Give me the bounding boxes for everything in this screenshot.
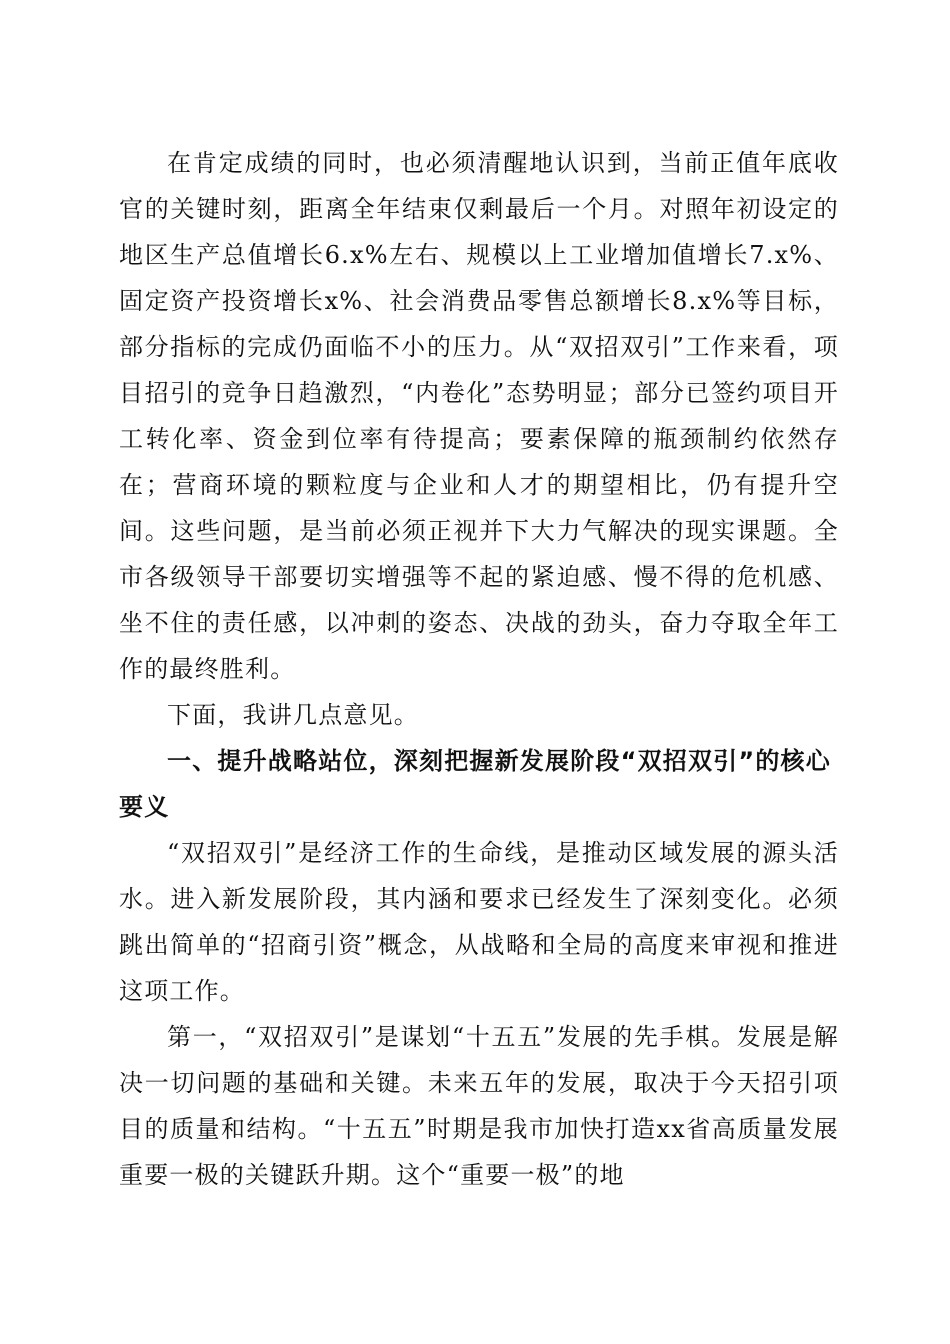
document-body [119,140,839,1198]
paragraph-opinions-intro: 下面，我讲几点意见。 [167,701,419,729]
section-heading-1: 一、提升战略站位，深刻把握新发展阶段“双招双引”的核心要义 [119,747,831,821]
paragraph-first-point: 第一，“双招双引”是谋划“十五五”发展的先手棋。发展是解决一切问题的基础和关键。未来五年的发展，取决于今天招引项目的质量和结构。“十五五”时期是我市加快打造xx省高质量发展重要一极的关键跃升期。这个“重要一极”的地 [119,1023,839,1189]
paragraph-lifeline: “双招双引”是经济工作的生命线，是推动区域发展的源头活水。进入新发展阶段，其内涵和要求已经发生了深刻变化。必须跳出简单的“招商引资”概念，从战略和全局的高度来审视和推进这项工作。 [119,839,839,1005]
paragraph-achievements-and-pressure: 在肯定成绩的同时，也必须清醒地认识到，当前正值年底收官的关键时刻，距离全年结束仅剩最后一个月。对照年初设定的地区生产总值增长6.x%左右、规模以上工业增加值增长7.x%、固定资产投资增长x%、社会消费品零售总额增长8.x%等目标，部分指标的完成仍面临不小的压力。从“双招双引”工作来看，项目招引的竞争日趋激烈，“内卷化”态势明显；部分已签约项目开工转化率、资金到位率有待提高；要素保障的瓶颈制约依然存在；营商环境的颗粒度与企业和人才的期望相比，仍有提升空间。这些问题，是当前必须正视并下大力气解决的现实课题。全市各级领导干部要切实增强等不起的紧迫感、慢不得的危机感、坐不住的责任感，以冲刺的姿态、决战的劲头，奋力夺取全年工作的最终胜利。 [119,149,839,683]
